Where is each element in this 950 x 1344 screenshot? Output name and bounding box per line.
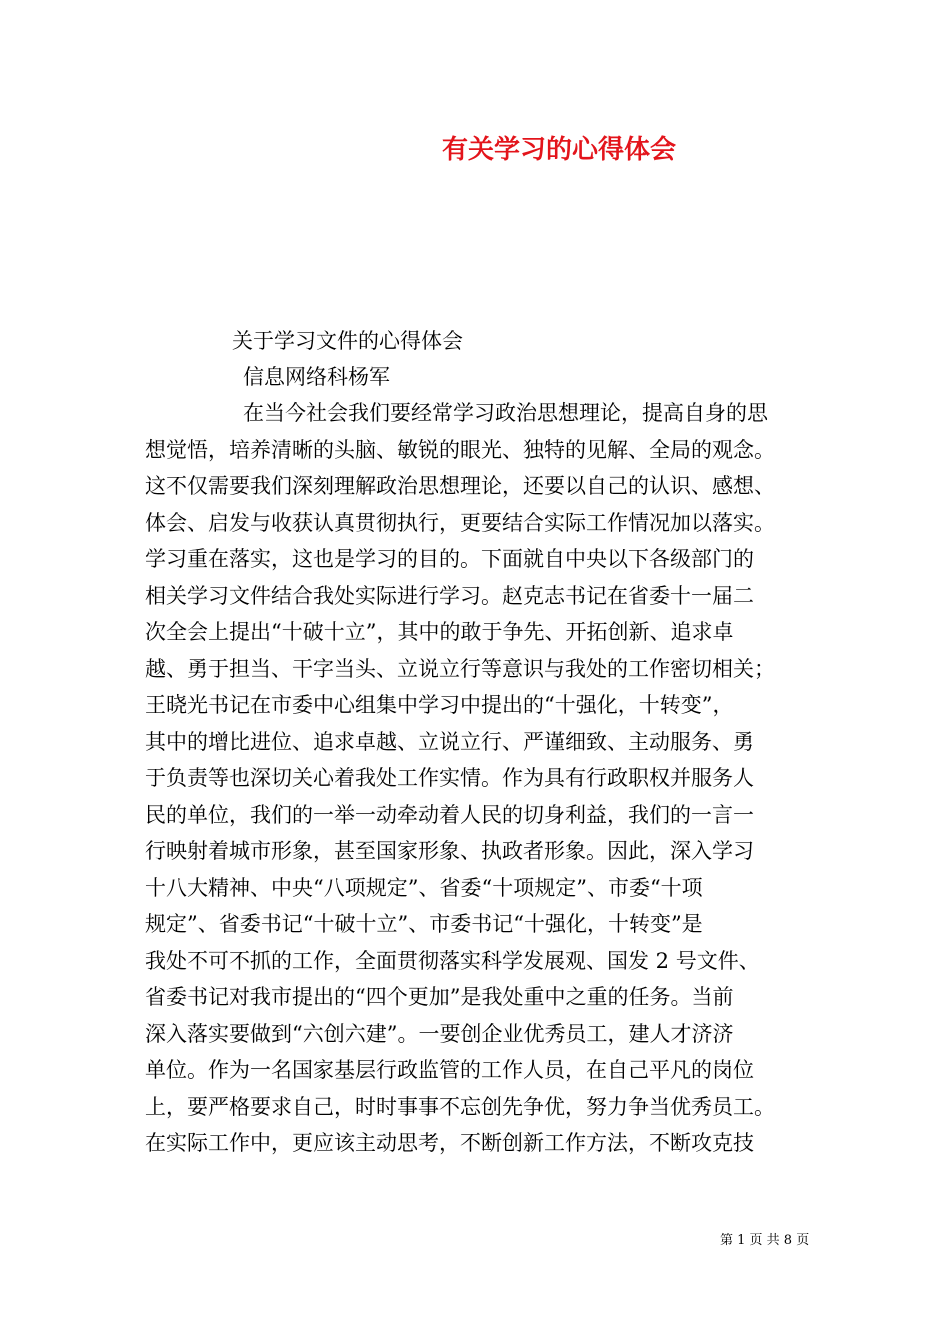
- document-title: 有关学习的心得体会: [441, 135, 676, 165]
- body-line: 十八大精神、中央“八项规定”、省委“十项规定”、市委“十项: [145, 875, 703, 900]
- body-line: 行映射着城市形象，甚至国家形象、执政者形象。因此，深入学习: [145, 839, 754, 863]
- document-subtitle: 关于学习文件的心得体会: [232, 329, 463, 353]
- body-line: 越、勇于担当、干字当头、立说立行等意识与我处的工作密切相关；: [145, 656, 775, 681]
- body-line: 学习重在落实，这也是学习的目的。下面就自中央以下各级部门的: [145, 547, 754, 571]
- body-line: 我处不可不抓的工作，全面贯彻落实科学发展观、国发 2 号文件、: [145, 948, 760, 973]
- body-text: [145, 395, 835, 1162]
- body-line: 民的单位，我们的一举一动牵动着人民的切身利益，我们的一言一: [145, 802, 754, 827]
- body-line: 规定”、省委书记“十破十立”、市委书记“十强化，十转变”是: [145, 912, 703, 936]
- body-line: 这不仅需要我们深刻理解政治思想理论，还要以自己的认识、感想、: [145, 474, 775, 498]
- body-line: 在当今社会我们要经常学习政治思想理论，提高自身的思: [243, 401, 768, 425]
- body-line: 体会、启发与收获认真贯彻执行，更要结合实际工作情况加以落实。: [145, 510, 775, 535]
- body-line: 于负责等也深切关心着我处工作实情。作为具有行政职权并服务人: [145, 766, 754, 790]
- body-line: 王晓光书记在市委中心组集中学习中提出的“十强化，十转变”，: [145, 693, 734, 717]
- body-line: 在实际工作中，更应该主动思考，不断创新工作方法，不断攻克技: [145, 1131, 754, 1155]
- body-line: 上，要严格要求自己，时时事事不忘创先争优，努力争当优秀员工。: [145, 1094, 775, 1119]
- body-line: 其中的增比进位、追求卓越、立说立行、严谨细致、主动服务、勇: [145, 729, 754, 754]
- body-line: 单位。作为一名国家基层行政监管的工作人员，在自己平凡的岗位: [145, 1058, 754, 1082]
- body-line: 次全会上提出“十破十立”，其中的敢于争先、开拓创新、追求卓: [145, 620, 734, 644]
- page-number: 第 1 页 共 8 页: [720, 1233, 810, 1248]
- body-line: 省委书记对我市提出的“四个更加”是我处重中之重的任务。当前: [145, 985, 734, 1009]
- body-line: 深入落实要做到“六创六建”。一要创企业优秀员工，建人才济济: [145, 1021, 734, 1046]
- body-line: 想觉悟，培养清晰的头脑、敏锐的眼光、独特的见解、全局的观念。: [145, 437, 775, 462]
- body-line: 相关学习文件结合我处实际进行学习。赵克志书记在省委十一届二: [145, 583, 754, 608]
- author-line: 信息网络科杨军: [243, 365, 390, 389]
